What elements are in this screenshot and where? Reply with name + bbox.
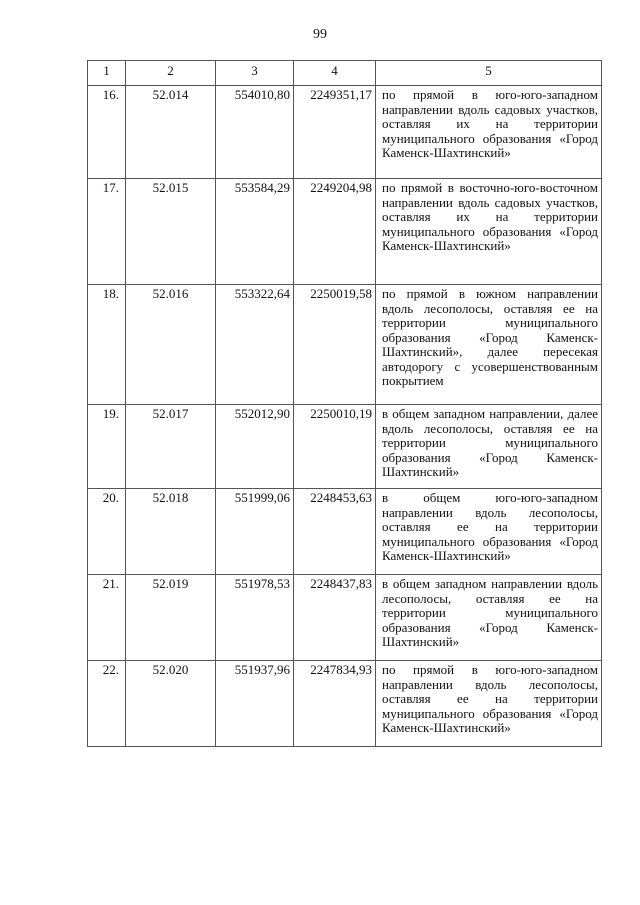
row-number: 20.	[88, 489, 126, 575]
table-row	[88, 405, 602, 489]
boundary-description: по прямой в южном направлении вдоль лесополосы, оставляя ее на территории муниципального образования «Город Каменск-Шахтинский», далее пересекая автодорогу с усовершенствованным покрытием	[376, 285, 602, 405]
x-coordinate: 551937,96	[216, 661, 294, 747]
table-row	[88, 285, 602, 405]
boundary-description: в общем западном направлении вдоль лесополосы, оставляя ее на территории муниципального образования «Город Каменск-Шахтинский»	[376, 575, 602, 661]
header-col-1: 1	[88, 61, 126, 86]
x-coordinate: 554010,80	[216, 86, 294, 179]
boundary-coordinates-table	[87, 60, 602, 747]
point-id: 52.016	[126, 285, 216, 405]
row-number: 22.	[88, 661, 126, 747]
boundary-description: по прямой в юго-юго-западном направлении вдоль лесополосы, оставляя ее на территории муниципального образования «Город Каменск-Шахтинский»	[376, 661, 602, 747]
point-id: 52.017	[126, 405, 216, 489]
y-coordinate: 2249204,98	[294, 179, 376, 285]
boundary-description: по прямой в юго-юго-западном направлении вдоль садовых участков, оставляя их на территории муниципального образования «Город Каменск-Шахтинский»	[376, 86, 602, 179]
y-coordinate: 2248437,83	[294, 575, 376, 661]
x-coordinate: 551999,06	[216, 489, 294, 575]
table-row	[88, 575, 602, 661]
point-id: 52.015	[126, 179, 216, 285]
table-header-row	[88, 61, 602, 86]
table-row	[88, 489, 602, 575]
point-id: 52.018	[126, 489, 216, 575]
table-row	[88, 86, 602, 179]
row-number: 17.	[88, 179, 126, 285]
row-number: 18.	[88, 285, 126, 405]
y-coordinate: 2249351,17	[294, 86, 376, 179]
header-col-5: 5	[376, 61, 602, 86]
table-row	[88, 661, 602, 747]
x-coordinate: 552012,90	[216, 405, 294, 489]
x-coordinate: 553584,29	[216, 179, 294, 285]
row-number: 16.	[88, 86, 126, 179]
y-coordinate: 2248453,63	[294, 489, 376, 575]
point-id: 52.020	[126, 661, 216, 747]
y-coordinate: 2247834,93	[294, 661, 376, 747]
boundary-description: в общем юго-юго-западном направлении вдоль лесополосы, оставляя ее на территории муниципального образования «Город Каменск-Шахтинский»	[376, 489, 602, 575]
point-id: 52.014	[126, 86, 216, 179]
y-coordinate: 2250019,58	[294, 285, 376, 405]
boundary-description: в общем западном направлении, далее вдоль лесополосы, оставляя ее на территории муниципального образования «Город Каменск-Шахтинский»	[376, 405, 602, 489]
header-col-3: 3	[216, 61, 294, 86]
y-coordinate: 2250010,19	[294, 405, 376, 489]
header-col-2: 2	[126, 61, 216, 86]
header-col-4: 4	[294, 61, 376, 86]
x-coordinate: 553322,64	[216, 285, 294, 405]
boundary-description: по прямой в восточно-юго-восточном направлении вдоль садовых участков, оставляя их на территории муниципального образования «Город Каменск-Шахтинский»	[376, 179, 602, 285]
row-number: 21.	[88, 575, 126, 661]
page-number: 99	[313, 27, 327, 42]
x-coordinate: 551978,53	[216, 575, 294, 661]
table-row	[88, 179, 602, 285]
point-id: 52.019	[126, 575, 216, 661]
row-number: 19.	[88, 405, 126, 489]
